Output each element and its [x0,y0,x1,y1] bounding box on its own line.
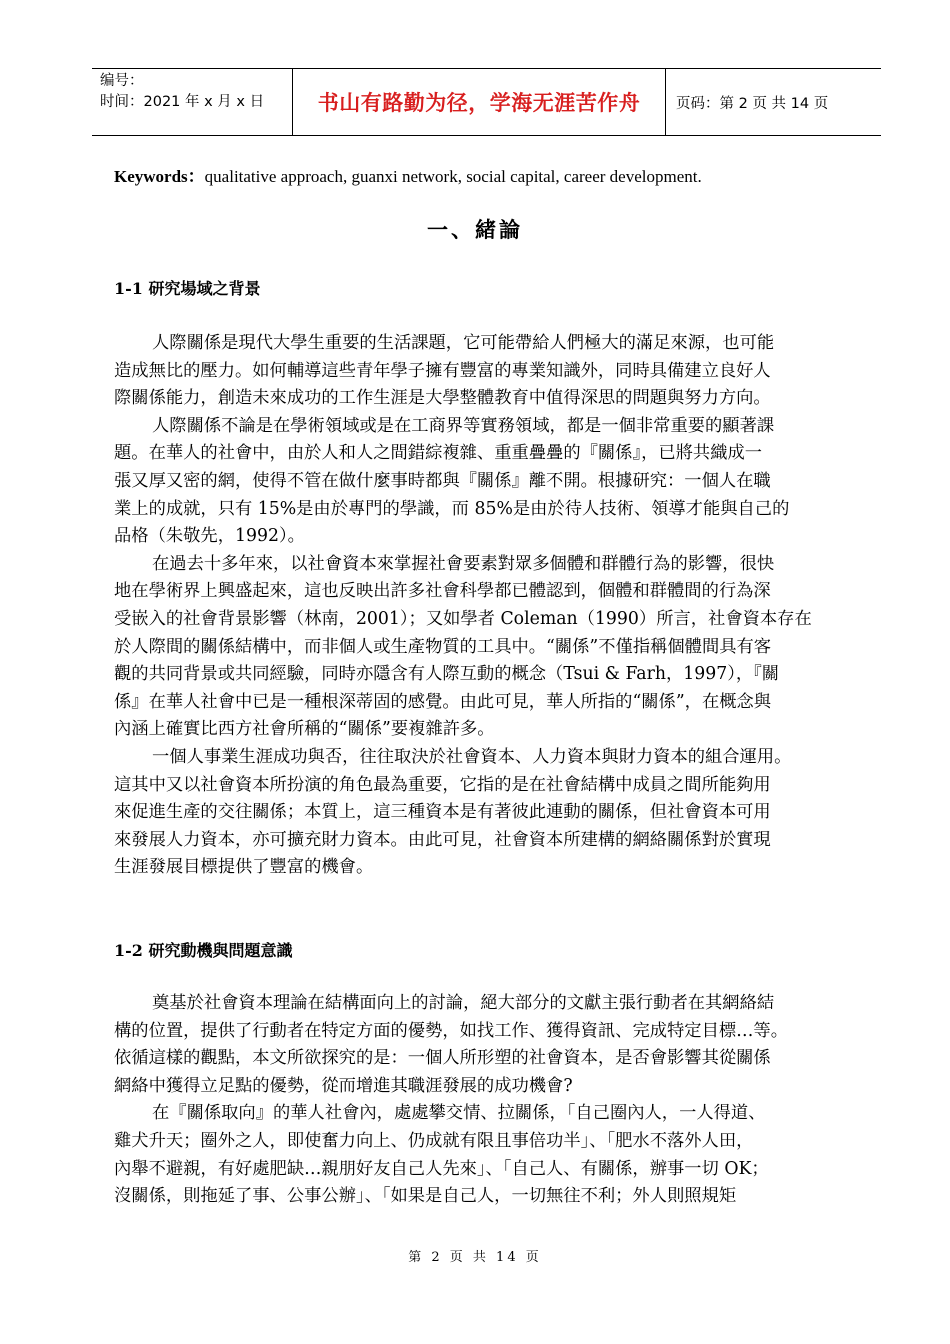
header-meta [92,69,293,135]
text-line: 雞犬升天；圈外之人，即使奮力向上、仍成就有限且事倍功半」、「肥水不落外人田， [114,1130,754,1151]
text-line: 來促進生產的交往關係；本質上，這三種資本是有著彼此連動的關係，但社會資本可用 [114,802,771,823]
header-id-label: 编号： [100,73,144,89]
document-header [92,68,881,136]
text-line: 生涯發展目標提供了豐富的機會。 [114,857,374,878]
text-line: 內涵上確實比西方社會所稱的“關係”要複雜許多。 [114,719,495,740]
text-line: 構的位置，提供了行動者在特定方面的優勢，如找工作、獲得資訊、完成特定目標…等。 [114,1020,788,1041]
header-page-label: 页码：第 2 页 共 14 页 [676,95,829,112]
paragraph [114,330,860,882]
section-title: 1-1 研究場域之背景 [114,279,261,298]
text-line: 網絡中獲得立足點的優勢，從而增進其職涯發展的成功機會? [114,1075,573,1096]
text-line: 受嵌入的社會背景影響（林南，2001）；又如學者 Coleman（1990）所言，社會資本存在 [114,608,812,629]
text-line: 依循這樣的觀點，本文所欲探究的是：一個人所形塑的社會資本，是否會影響其從關係 [114,1048,771,1069]
section-title: 1-2 研究動機與問題意識 [114,941,293,960]
paragraph [114,990,860,1211]
page-footer: 第 2 页 共 14 页 [408,1250,542,1265]
text-line: 人際關係是現代大學生重要的生活課題，它可能帶給人們極大的滿足來源，也可能 [152,333,775,353]
text-line: 這其中又以社會資本所扮演的角色最為重要，它指的是在社會結構中成員之間所能夠用 [114,774,771,795]
text-line: 際關係能力，創造未來成功的工作生涯是大學整體教育中值得深思的問題與努力方向。 [114,388,771,409]
text-line: 造成無比的壓力。如何輔導這些青年學子擁有豐富的專業知識外，同時具備建立良好人 [114,360,771,381]
text-line: 張又厚又密的網，使得不管在做什麼事時都與『關係』離不開。根據研究：一個人在職 [114,470,771,491]
text-line: 在過去十多年來，以社會資本來掌握社會要素對眾多個體和群體行為的影響，很快 [152,553,775,574]
text-line: 內舉不避親，有好處肥缺…親朋好友自己人先來」、「自己人、有關係，辦事一切 OK； [114,1158,769,1179]
keywords-text: qualitative approach, guanxi network, social capital, career development. [204,167,702,186]
header-motto: 书山有路勤为径，学海无涯苦作舟 [293,69,666,135]
keywords-line [114,162,702,187]
text-line: 一個人事業生涯成功與否，往往取決於社會資本、人力資本與財力資本的組合運用。 [152,746,792,767]
text-line: 觀的共同背景或共同經驗，同時亦隱含有人際互動的概念（Tsui & Farh，1997），『關 [114,664,780,685]
text-line: 業上的成就，只有 15%是由於專門的學識，而 85%是由於待人技術、領導才能與自己的 [114,498,790,519]
header-time-label: 时间：2021 年 x 月 x 日 [100,94,265,110]
text-line: 係』在華人社會中已是一種根深蒂固的感覺。由此可見，華人所指的“關係”，在概念與 [114,691,772,712]
text-line: 地在學術界上興盛起來，這也反映出許多社會科學都已體認到，個體和群體間的行為深 [114,581,771,602]
text-line: 在『關係取向』的華人社會內，處處攀交情、拉關係，「自己圈內人，一人得道、 [152,1103,766,1124]
keywords-label: Keywords： [114,167,205,186]
text-line: 沒關係，則拖延了事、公事公辦」、「如果是自己人，一切無往不利；外人則照規矩 [114,1186,737,1207]
text-line: 品格（朱敬先，1992）。 [114,526,305,547]
text-line: 來發展人力資本，亦可擴充財力資本。由此可見，社會資本所建構的網絡關係對於實現 [114,829,771,850]
chapter-title: 一、緒論 [427,217,523,242]
text-line: 於人際間的關係結構中，而非個人或生產物質的工具中。“關係”不僅指稱個體間具有客 [114,636,772,657]
text-line: 題。在華人的社會中，由於人和人之間錯綜複雜、重重疊疊的『關係』，已將共織成一 [114,443,763,464]
text-line: 人際關係不論是在學術領域或是在工商界等實務領域，都是一個非常重要的顯著課 [152,415,775,436]
text-line: 奠基於社會資本理論在結構面向上的討論，絕大部分的文獻主張行動者在其網絡結 [152,993,775,1013]
